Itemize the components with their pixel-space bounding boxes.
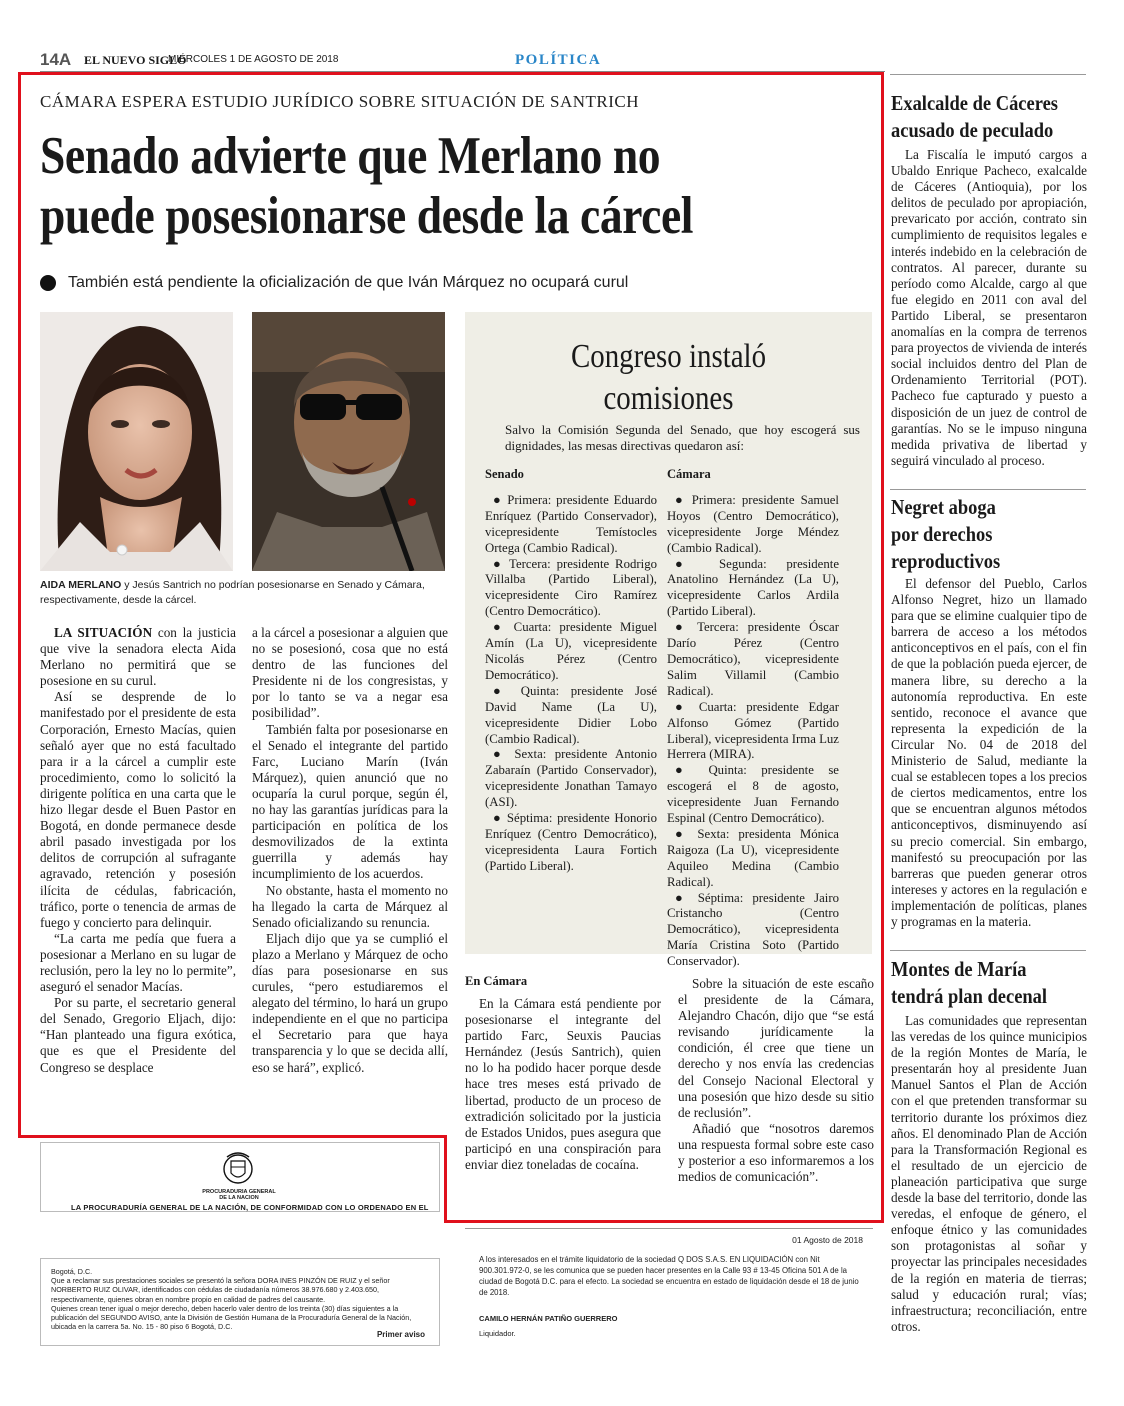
list-item: ● Tercera: presidente Óscar Darío Pérez (Centro Democrático), vicepresidente Salim Villamil (Cambio Radical).	[667, 620, 839, 698]
highlight-frame-top	[18, 72, 884, 75]
highlight-frame-left	[18, 72, 21, 1138]
aviso-body-2: Quienes crean tener igual o mejor derecho, deben hacerlo valer dentro de los treinta (30) días siguientes a la publicación del SEGUNDO AVISO, ante la División de Gestión Humana de la Procuraduría General de la Nación, ubicada en la carrera 5a. No. 15 - 80 piso 6 Bogotá, D.C.	[51, 1303, 412, 1332]
list-item: ● Segunda: presidente Anatolino Hernández (La U), vicepresidente Carlos Ardila (Partido Liberal).	[667, 556, 839, 619]
story-paragraph: Las comunidades que representan las veredas de los quince municipios de la región Montes de María, le presentarán hoy al presidente Juan Manuel Santos el Plan de Acción con el que pretenden transformar su territorio durante los próximos diez años. El denominado Plan de Acción para la Transformación Regional es el resultado de un ejercicio de planeación participativa que surge desde la base del territorio, donde las veredas, el enfoque de género, el enfoque étnico y las comunidades son protagonistas al soñar y proyectar las principales necesidades de la región en materia de tierras; salud y educación rural; vías; infraestructura; reconciliación, entre otros.	[891, 1013, 1087, 1334]
box-title-line-2: comisiones	[603, 380, 734, 417]
aviso-notice	[40, 1258, 440, 1346]
story-paragraph: El defensor del Pueblo, Carlos Alfonso Negret, hizo un llamado para que se elimine cualquier tipo de barrera de acceso a los métodos anticonceptivos en el país, con el fin de que la población pueda ejercer, de manera libre, su derecho a la autonomía reproductiva. En este sentido, reconoce el avance que representa la expedición de la Circular No. 04 de 2018 del Ministerio de Salud, mediante la cual se establecen topes a los precios de ciertos medicamentos, entre los que se encuentran algunos métodos anticonceptivos, disminuyendo así su precio comercial. Sin embargo, manifestó su preocupación por las barreras que pueden generar otros intereses y actores en la regulación e implementación de políticas, planes y programas en la materia.	[891, 576, 1087, 929]
article-lead: LA SITUACIÓN	[54, 625, 153, 640]
section-label: POLÍTICA	[515, 52, 602, 68]
headline-line-1: Senado advierte que Merlano no	[40, 127, 661, 185]
article-paragraph: a la cárcel a posesionar a alguien que no se posesionó, cosa que no está dentro de las funciones del Presidente ni de los congresistas, y por lo tanto se va a negar esa posibilidad”.	[252, 625, 448, 721]
en-camara-heading: En Cámara	[465, 974, 528, 988]
article-kicker: CÁMARA ESPERA ESTUDIO JURÍDICO SOBRE SITUACIÓN DE SANTRICH	[40, 92, 640, 111]
highlight-frame-right	[881, 72, 884, 1222]
article-subhead	[40, 274, 628, 292]
masthead	[40, 50, 880, 72]
list-item: ● Quinta: presidente José David Name (La U), vicepresidente Didier Lobo (Cambio Radical).	[485, 683, 657, 746]
list-item: ● Primera: presidente Eduardo Enríquez (Partido Conservador), vicepresidente Temístocles Ortega (Cambio Radical).	[485, 492, 657, 555]
box-camara-list	[667, 467, 839, 970]
aviso-label: Primer aviso	[376, 1329, 425, 1339]
box-title	[496, 336, 842, 420]
story-body-montes-de-maria	[891, 1013, 1087, 1335]
list-item: ● Primera: presidente Samuel Hoyos (Centro Democrático), vicepresidente Jorge Méndez (Cambio Radical).	[667, 492, 839, 555]
list-item: ● Cuarta: presidente Edgar Alfonso Gómez (Partido Liberal), vicepresidenta Irma Luz Herrera (MIRA).	[667, 699, 839, 762]
story-headline-negret	[891, 494, 1000, 575]
notice-heading: LA PROCURADURÍA GENERAL DE LA NACIÓN, DE CONFORMIDAD CON LO ORDENADO EN EL	[71, 1203, 429, 1212]
box-title-line-1: Congreso instaló	[570, 338, 767, 375]
list-item: ● Cuarta: presidente Miguel Amín (La U), vicepresidente Nicolás Pérez (Centro Democrático).	[485, 620, 657, 682]
headline-line: Exalcalde de Cáceres	[891, 91, 1058, 115]
notice-role: Liquidador.	[479, 1329, 516, 1338]
headline-line: Montes de María	[891, 957, 1027, 981]
article-paragraph: Añadió que “nosotros daremos una respuesta formal sobre este caso y posterior a eso informaremos a los medios de comunicación”.	[678, 1120, 874, 1185]
notice-body: A los interesados en el trámite liquidatorio de la sociedad Q DOS S.A.S. EN LIQUIDACIÓN con Nit 900.301.972-0, se les comunica que se pueden hacer presentes en la Calle 93 # 13-45 Oficina 501 A de la ciudad de Bogotá D.C. para el efecto. La sociedad se encuentra en estado de liquidación desde el 18 de junio de 2018.	[479, 1255, 859, 1297]
highlight-frame-bottom	[444, 1220, 884, 1223]
right-column-rule	[890, 74, 1086, 75]
article-paragraph: En la Cámara está pendiente por posesionarse el integrante del partido Farc, Seuxis Paucias Hernández (Jesús Santrich), quien no lo ha podido hacer porque desde hace tres meses está privado de libertad, producto de un proceso de extradición solicitado por la justicia de Estados Unidos, pues asegura que participó en una conspiración para enviar diez toneladas de cocaína.	[465, 996, 661, 1172]
seal-label: PROCURADURIA GENERAL DE LA NACION	[202, 1189, 276, 1201]
story-headline-caceres	[891, 90, 1058, 144]
list-item: ● Séptima: presidente Jairo Cristancho (Centro Democrático), vicepresidenta María Cristina Soto (Partido Conservador).	[667, 890, 839, 969]
dateline: MIÉRCOLES 1 DE AGOSTO DE 2018	[168, 54, 339, 65]
photo-aida-merlano	[40, 312, 233, 571]
article-paragraph: No obstante, hasta el momento no ha llegado la carta de Márquez al Senado oficializando su renuncia.	[252, 882, 448, 930]
article-paragraph: “La carta me pedía que fuera a posesionar a Merlano en su lugar de reclusión, pero la ley no lo permite”, aseguró el senador Macías.	[40, 930, 236, 995]
caption-lead: AIDA MERLANO	[40, 579, 122, 591]
article-column-1	[40, 625, 236, 1076]
right-column-rule	[890, 489, 1086, 490]
headline-line: Negret aboga	[891, 495, 996, 519]
camara-heading: Cámara	[667, 467, 711, 481]
comisiones-box	[465, 312, 872, 969]
senado-heading: Senado	[485, 467, 524, 481]
list-item: ● Quinta: presidente se escogerá el 8 de agosto, vicepresidente Juan Fernando Espinal (Centro Democrático).	[667, 763, 839, 826]
article-paragraph: Sobre la situación de este escaño el presidente de la Cámara, Alejandro Chacón, dijo que “se está revisando jurídicamente la condición, él cree que tiene un derecho y nos envía las credencias del Consejo Nacional Electoral y una posesión que hizo desde su sitio de reclusión”.	[678, 976, 874, 1120]
liquidacion-notice	[465, 1228, 873, 1338]
aviso-city: Bogotá, D.C.	[51, 1267, 93, 1276]
aviso-body: Que a reclamar sus prestaciones sociales se presentó la señora DORA INES PINZÓN DE RUIZ y el señor NORBERTO RUIZ OLIVAR, identificados con cédulas de ciudadanía números 38.976.680 y 2.403.650, respectivamente, quienes obran en nombre propio en calidad de padres del causante.	[51, 1276, 390, 1304]
headline-line: tendrá plan decenal	[891, 984, 1048, 1008]
article-paragraph: Por su parte, el secretario general del Senado, Gregorio Eljach, dijo: “Han planteado una figura exótica, que es que el Presidente del Congreso se desplace	[40, 995, 236, 1075]
list-item: ● Séptima: presidente Honorio Enríquez (Centro Democrático), vicepresidenta Laura Fortich (Partido Liberal).	[485, 811, 657, 873]
article-paragraph: También falta por posesionarse en el Senado el integrante del partido Farc, Luciano Marín (Iván Márquez), quien anunció que no ocuparía la curul porque, según él, no hay las garantías jurídicas para la participación en política de los desmovilizados de la extinta guerrilla y además hay incumplimiento de los acuerdos.	[252, 721, 448, 882]
article-column-2	[252, 625, 448, 1076]
list-item: ● Tercera: presidente Rodrigo Villalba (Partido Liberal), vicepresidente Ciro Ramírez (Centro Democrático).	[485, 556, 657, 619]
headline-line-2: puede posesionarse desde la cárcel	[40, 187, 694, 245]
list-item: ● Sexta: presidenta Mónica Raigoza (La U), vicepresidente Aquileo Medina (Cambio Radical).	[667, 826, 839, 889]
article-paragraph: Eljach dijo que ya se cumplió el plazo a Merlano y Márquez de ocho días para posesionarse en sus curules, “pero estudiaremos el alegato del término, lo hará un grupo independiente en el que no participa el Secretario para que haya transparencia y lo que se decida allí, eso se hará”, explicó.	[252, 930, 448, 1075]
notice-signer: CAMILO HERNÁN PATIÑO GUERRERO	[479, 1314, 618, 1323]
list-item: ● Sexta: presidente Antonio Zabaraín (Partido Conservador), vicepresidente Jonathan Tamayo (ASI).	[485, 747, 657, 810]
story-paragraph: La Fiscalía le imputó cargos a Ubaldo Enrique Pacheco, exalcalde de Cáceres (Antioquia), por los delitos de peculado por apropiación, prevaricato por acción, contrato sin cumplimiento de requisitos legales e interés indebido en la celebración de contratos. Al parecer, durante su período como Alcalde, cargo al que fue elegido en 2011 con aval del Partido Liberal, se presentaron anomalías en la compra de terrenos para proyectos de vivienda de interés social incluidos dentro del Plan de Ordenamiento Territorial (POT). Pacheco fue capturado y puesto a disposición de un juez de control de garantías. No se le impuso ninguna medida privativa de libertad y seguirá vinculado al proceso.	[891, 147, 1087, 468]
photo-caption	[40, 578, 450, 608]
bullet-icon	[40, 275, 56, 291]
story-headline-montes-de-maria	[891, 956, 1047, 1010]
headline-line: acusado de peculado	[891, 118, 1054, 142]
story-body-caceres	[891, 147, 1087, 469]
headline-line: por derechos	[891, 522, 993, 546]
box-intro: Salvo la Comisión Segunda del Senado, que hoy escogerá sus dignidades, las mesas directivas quedaron así:	[505, 422, 860, 453]
article-column-3	[465, 996, 661, 1173]
subhead-text: También está pendiente la oficialización de que Iván Márquez no ocupará curul	[68, 274, 629, 291]
procuraduria-notice	[40, 1142, 440, 1212]
page-number: 14A	[40, 50, 72, 69]
article-headline	[40, 126, 754, 246]
photo-jesus-santrich	[252, 312, 445, 571]
article-column-4	[678, 976, 874, 1185]
article-paragraph: Así se desprende de lo manifestado por el presidente de esta Corporación, Ernesto Macías, quien señaló ayer que no está facultado para ir a la cárcel a cumplir este procedimiento, como lo solicitó la dirigente política en una carta que le hizo llegar desde el Buen Pastor en Bogotá, en donde permanece desde abril pasado investigada por los delitos de corrupción al sufragante agravado, retención y posesión ilícita de cédulas, fabricación, tráfico, porte o tenencia de armas de fuego y concierto para delinquir.	[40, 689, 236, 930]
story-body-negret	[891, 576, 1087, 930]
box-senado-list	[485, 467, 657, 875]
right-column-rule	[890, 950, 1086, 951]
highlight-frame-mid	[18, 1135, 446, 1138]
caption-text: y Jesús Santrich no podrían posesionarse en Senado y Cámara, respectivamente, desde la cárcel.	[40, 579, 425, 606]
paper-name: EL NUEVO SIGLO	[84, 53, 187, 67]
notice-date: 01 Agosto de 2018	[792, 1235, 863, 1245]
article-paragraph: con la justicia que vive la senadora electa Aida Merlano no permitirá que se posesione en su curul.	[40, 625, 236, 689]
headline-line: reproductivos	[891, 549, 1001, 573]
coat-of-arms-icon	[219, 1151, 257, 1191]
